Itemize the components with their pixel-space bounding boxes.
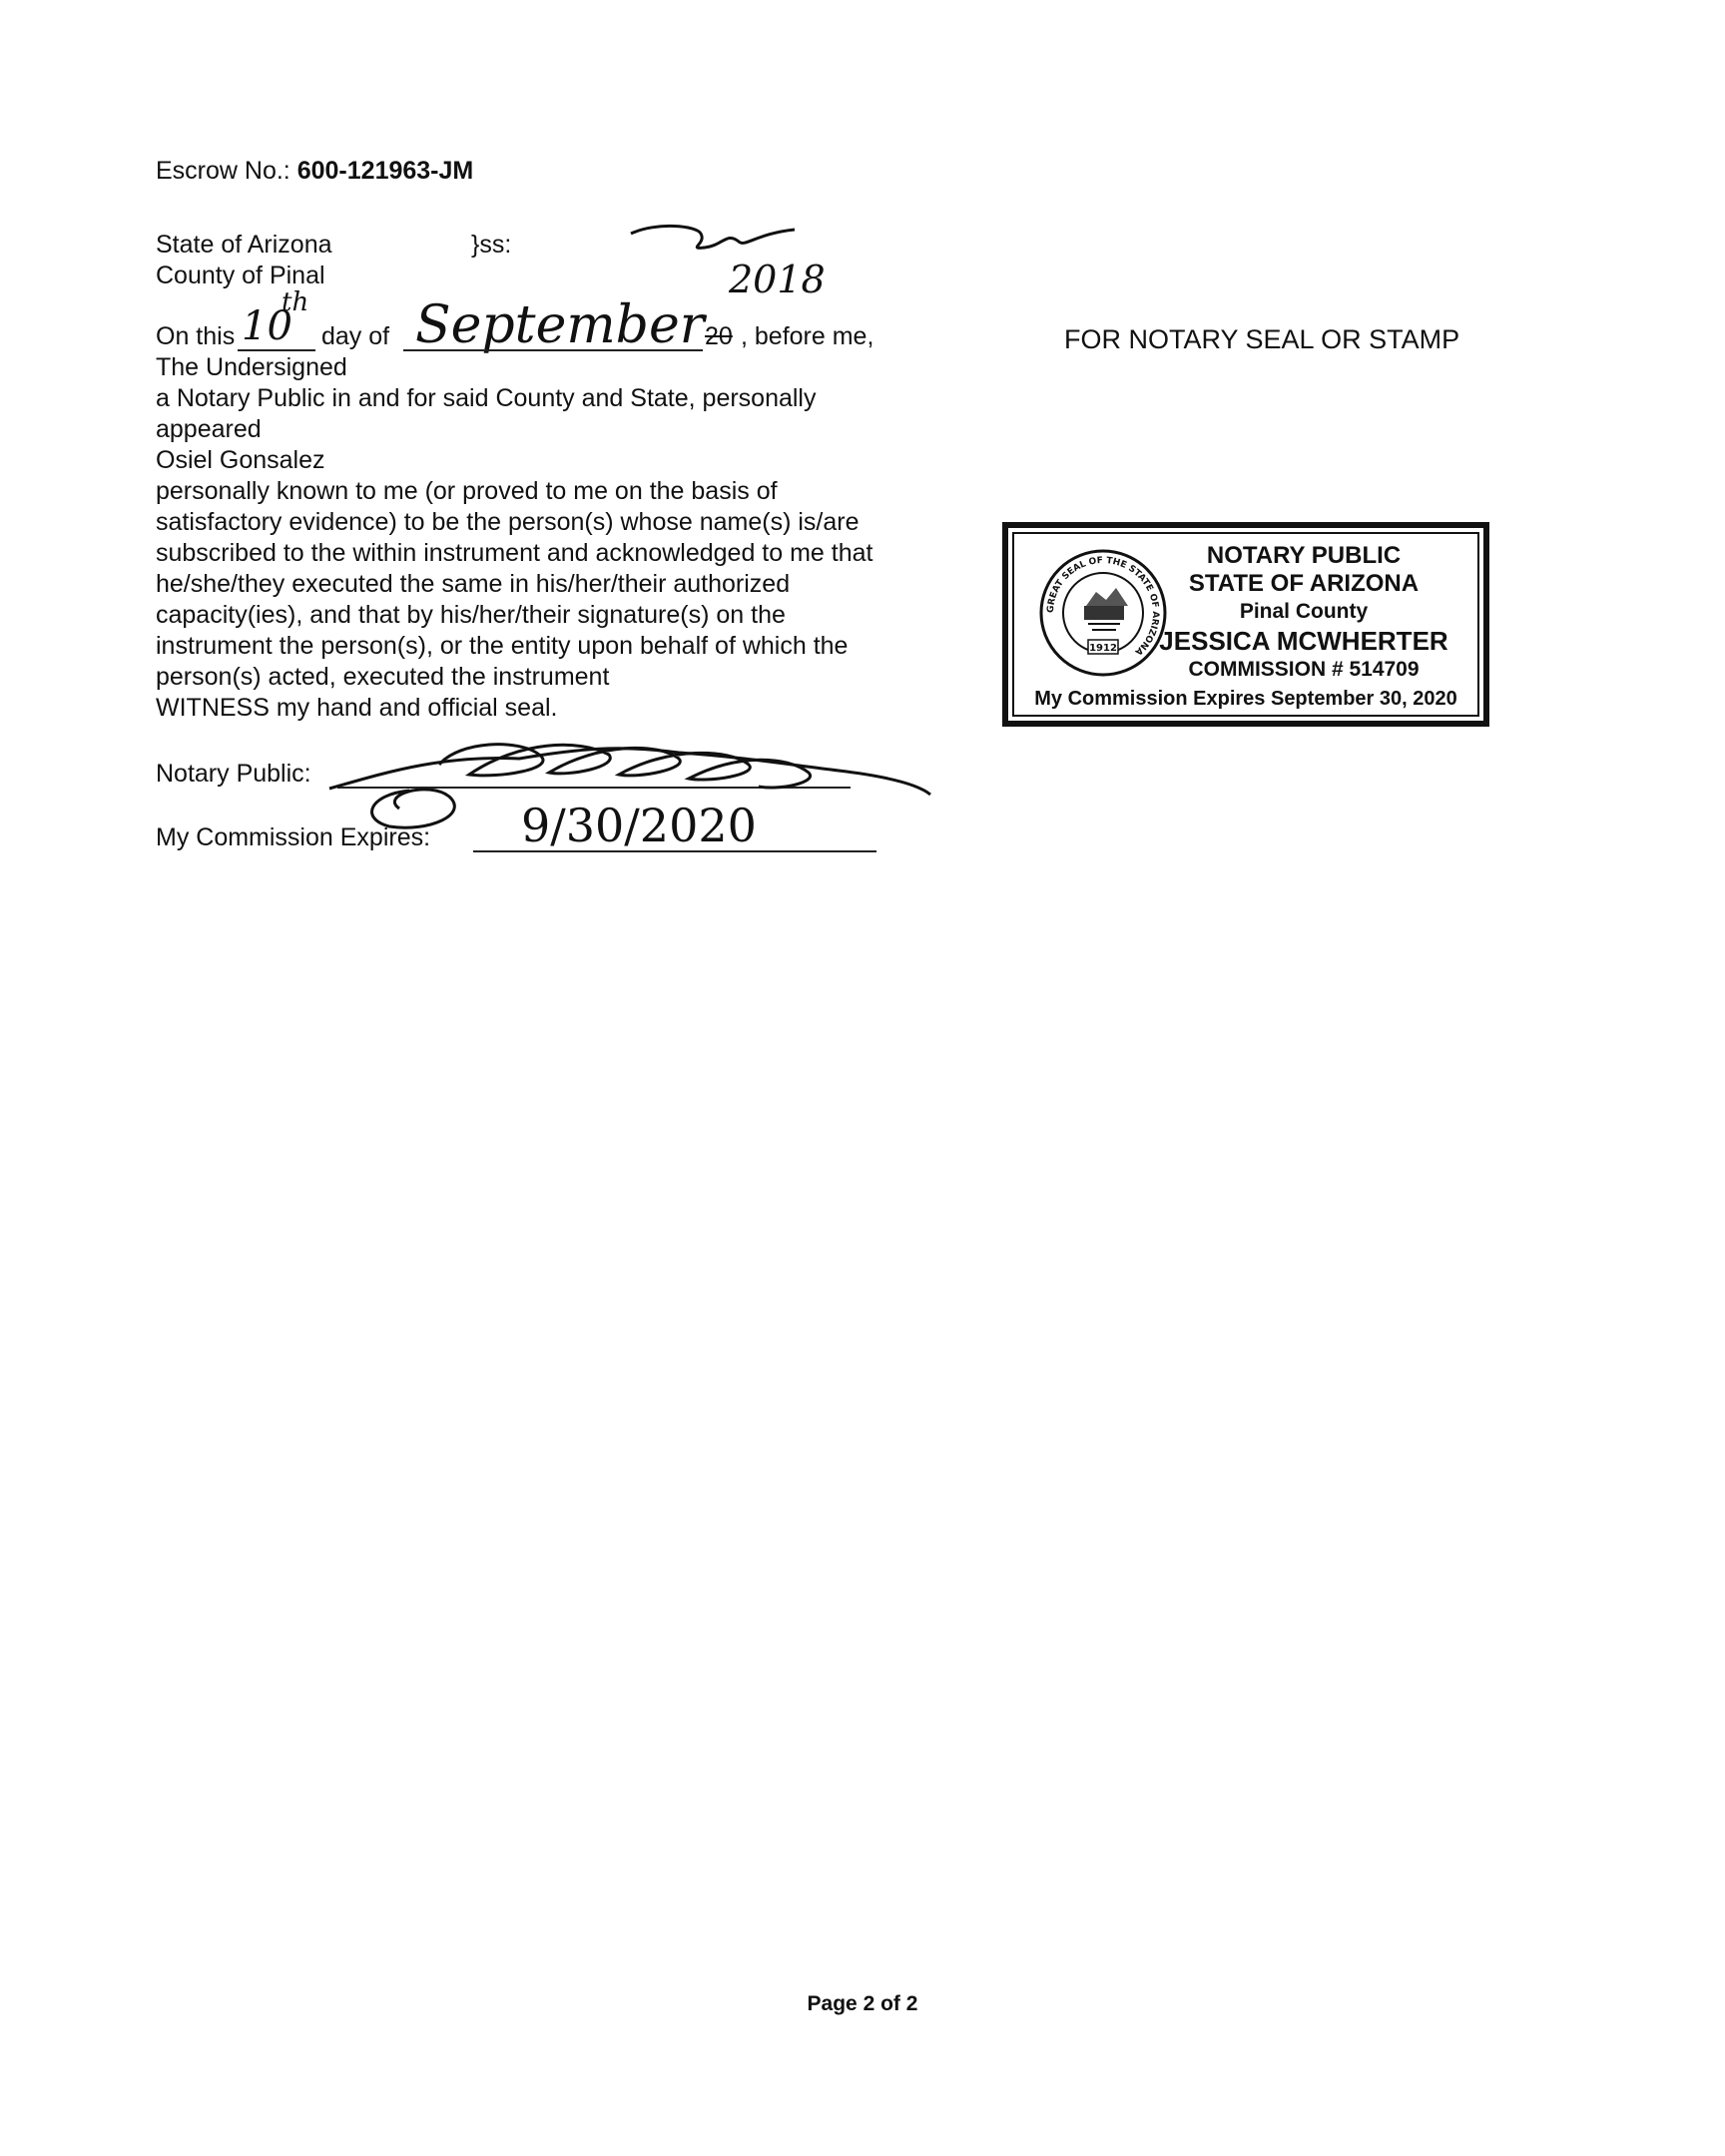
stamp-expiration: My Commission Expires September 30, 2020 — [1034, 688, 1457, 710]
stamp-title: NOTARY PUBLIC — [1206, 542, 1402, 569]
page-number: Page 2 of 2 — [807, 1992, 918, 2015]
body-line: subscribed to the within instrument and acknowledged to me that — [156, 539, 873, 567]
on-this-label: On this — [156, 322, 236, 350]
struck-year — [705, 321, 733, 352]
stamp-state: STATE OF ARIZONA — [1188, 570, 1420, 597]
appeared-line: appeared — [156, 415, 262, 443]
seal-area-heading: FOR NOTARY SEAL OR STAMP — [1064, 324, 1460, 354]
body-line: person(s) acted, executed the instrument — [156, 663, 610, 691]
handwritten-month: September — [415, 295, 705, 355]
notary-stamp — [1002, 522, 1489, 727]
body-line: satisfactory evidence) to be the person(s) whose name(s) is/are — [156, 508, 860, 536]
escrow-label: Escrow No.: — [156, 157, 290, 185]
handwritten-initials — [627, 220, 799, 260]
escrow-number: 600-121963-JM — [296, 157, 474, 185]
witness-line: WITNESS my hand and official seal. — [156, 694, 558, 722]
stamp-commission-number: COMMISSION # 514709 — [1188, 658, 1420, 681]
notary-public-label: Notary Public: — [156, 760, 311, 788]
body-line: capacity(ies), and that by his/her/their signature(s) on the — [156, 601, 786, 629]
person-name: Osiel Gonsalez — [156, 446, 325, 474]
month-underline — [403, 349, 703, 351]
before-me-label: , before me, — [741, 322, 874, 350]
day-underline — [238, 349, 315, 351]
body-line: he/she/they executed the same in his/her/their authorized — [156, 570, 791, 598]
stamp-notary-name: JESSICA MCWHERTER — [1159, 626, 1448, 656]
undersigned-line: The Undersigned — [156, 353, 347, 381]
handwritten-year-correction: 2018 — [729, 258, 826, 301]
handwritten-day-suffix: th — [282, 287, 309, 317]
struck-year-text: 20 — [705, 322, 733, 350]
seal-year: 1912 — [1089, 643, 1117, 654]
notary-line: a Notary Public in and for said County and State, personally — [156, 384, 817, 412]
handwritten-expiration: 9/30/2020 — [521, 799, 757, 852]
county-line: County of Pinal — [156, 262, 325, 289]
handwritten-day: 10 — [242, 303, 292, 349]
escrow-line — [156, 156, 473, 187]
ss-mark: }ss: — [471, 231, 512, 259]
stamp-county: Pinal County — [1239, 600, 1369, 623]
commission-expires-label: My Commission Expires: — [156, 823, 431, 851]
body-line: instrument the person(s), or the entity upon behalf of which the — [156, 632, 849, 660]
day-of-label: day of — [321, 322, 390, 350]
seal-ring-text: GREAT SEAL OF THE STATE OF ARIZONA — [1045, 555, 1161, 657]
body-line: personally known to me (or proved to me on the basis of — [156, 477, 778, 505]
state-line: State of Arizona — [156, 231, 332, 259]
